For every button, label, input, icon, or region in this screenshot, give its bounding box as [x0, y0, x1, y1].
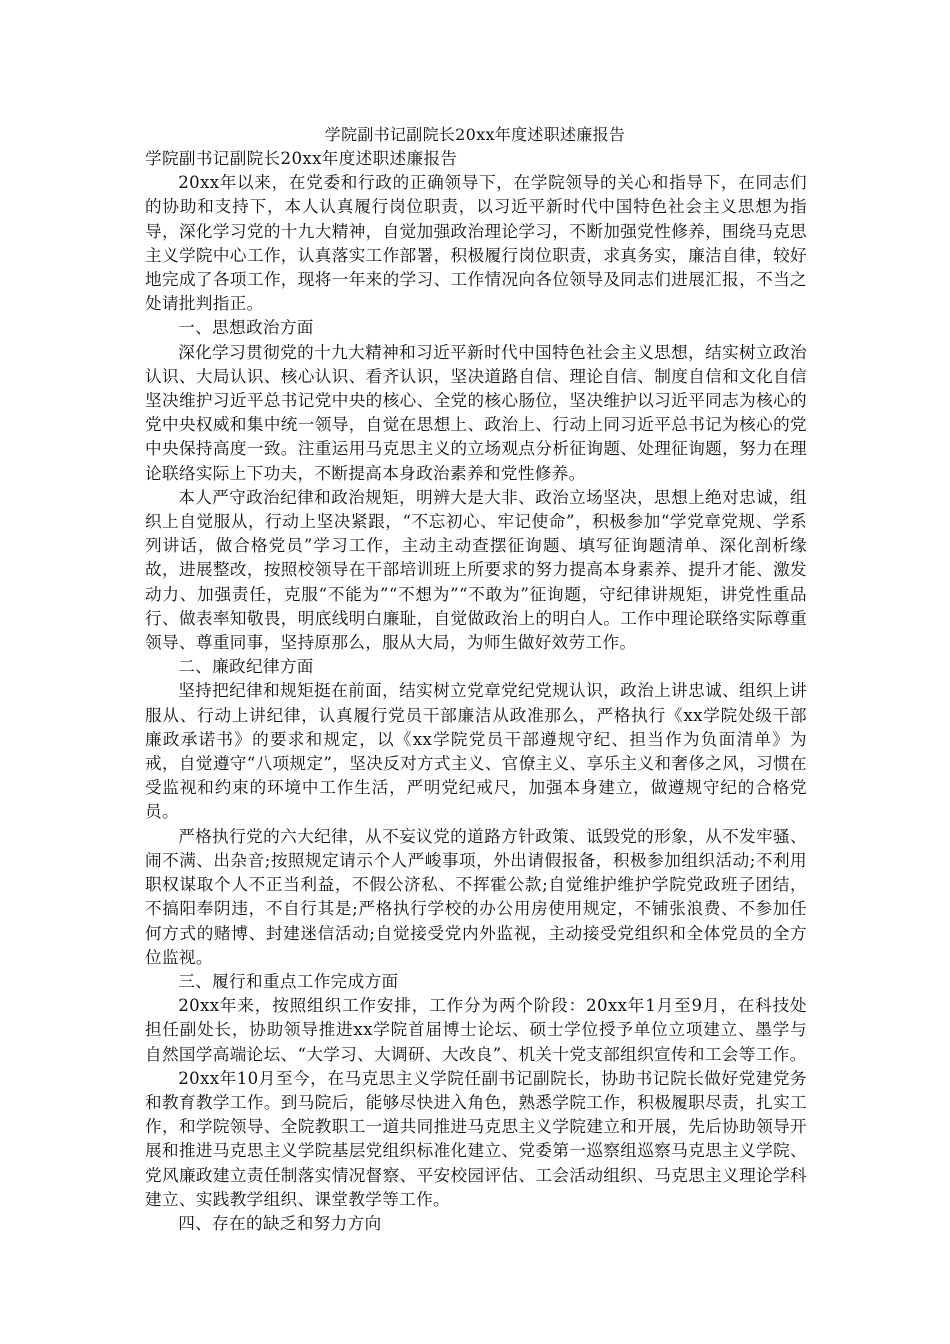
paragraph-political-2: 本人严守政治纪律和政治规矩，明辨大是大非、政治立场坚决，思想上绝对忠诚，组织上自觉服从，行动上坚决紧跟，“不忘初心、牢记使命”，积极参加“学党章党规、学系列讲话，做合格党员”学习工作，主动主动查摆征询题、填写征询题清单、深化剖析缘故，进展整改，按照校领导在干部培训班上所要求的努力提高本身素养、提升才能、激发动力、加强责任，克服“不能为”“不想为”“不敢为”征询题，守纪律讲规矩，讲党性重品行、做表率知敬畏，明底线明白廉耻，自觉做政治上的明白人。工作中理论联络实际尊重领导、尊重同事，坚持原那么，服从大局，为师生做好效劳工作。	[145, 487, 807, 653]
paragraph-work-1: 20xx年来，按照组织工作安排，工作分为两个阶段：20xx年1月至9月，在科技处担任副处长，协助领导推进xx学院首届博士论坛、硕士学位授予单位立项建立、墨学与自然国学高端论坛、“大学习、大调研、大改良”、机关十党支部组织宣传和工会等工作。	[145, 996, 807, 1064]
paragraph-discipline-1: 坚持把纪律和规矩挺在前面，结实树立党章党纪党规认识，政治上讲忠诚、组织上讲服从、行动上讲纪律，认真履行党员干部廉洁从政准那么，严格执行《xx学院处级干部廉政承诺书》的要求和规定，以《xx学院党员干部遵规守纪、担当作为负面清单》为戒，自觉遵守“八项规定”，坚决反对方式主义、官僚主义、享乐主义和奢侈之风，习惯在受监视和约束的环境中工作生活，严明党纪戒尺，加强本身建立，做遵规守纪的合格党员。	[145, 681, 807, 822]
paragraph-work-2: 20xx年10月至今，在马克思主义学院任副书记副院长，协助书记院长做好党建党务和教育教学工作。到马院后，能够尽快进入角色，熟悉学院工作，积极履职尽责，扎实工作，和学院领导、全院教职工一道共同推进马克思主义学院建立和开展，先后协助领导开展和推进马克思主义学院基层党组织标准化建立、党委第一巡察组巡察马克思主义学院、党风廉政建立责任制落实情况督察、平安校园评估、工会活动组织、马克思主义理论学科建立、实践教学组织、课堂教学等工作。	[145, 1068, 807, 1209]
section-heading-work: 三、履行和重点工作完成方面	[178, 971, 399, 991]
section-heading-discipline: 二、廉政纪律方面	[178, 657, 314, 677]
section-heading-political: 一、思想政治方面	[178, 318, 314, 338]
document-title: 学院副书记副院长20xx年度述职述廉报告	[324, 125, 626, 144]
section-heading-shortcomings: 四、存在的缺乏和努力方向	[178, 1213, 382, 1233]
paragraph-political-1: 深化学习贯彻党的十九大精神和习近平新时代中国特色社会主义思想，结实树立政治认识、大局认识、核心认识、看齐认识，坚决道路自信、理论自信、制度自信和文化自信坚决维护习近平总书记党中央的核心、全党的核心肠位，坚决维护以习近平同志为核心的党中央权威和集中统一领导，自觉在思想上、政治上、行动上同习近平总书记为核心的党中央保持高度一致。注重运用马克思主义的立场观点分析征询题、处理征询题，努力在理论联络实际上下功夫，不断提高本身政治素养和党性修养。	[145, 342, 807, 483]
document-subtitle: 学院副书记副院长20xx年度述职述廉报告	[145, 149, 458, 168]
intro-paragraph: 20xx年以来，在党委和行政的正确领导下，在学院领导的关心和指导下，在同志们的协助和支持下，本人认真履行岗位职责，以习近平新时代中国特色社会主义思想为指导，深化学习党的十九大精神，自觉加强政治理论学习，不断加强党性修养，围绕马克思主义学院中心工作，认真落实工作部署，积极履行岗位职责，求真务实，廉洁自律，较好地完成了各项工作，现将一年来的学习、工作情况向各位领导及同志们进展汇报，不当之处请批判指正。	[145, 173, 807, 314]
document-body	[145, 147, 807, 1236]
paragraph-discipline-2: 严格执行党的六大纪律，从不妄议党的道路方针政策、诋毁党的形象，从不发牢骚、闹不满、出杂音;按照规定请示个人严峻事项，外出请假报备，积极参加组织活动;不利用职权谋取个人不正当利益，不假公济私、不挥霍公款;自觉维护维护学院党政班子团结，不搞阳奉阴违，不自行其是;严格执行学校的办公用房使用规定，不铺张浪费、不参加任何方式的赌博、封建迷信活动;自觉接受党内外监视，主动接受党组织和全体党员的全方位监视。	[145, 826, 807, 967]
